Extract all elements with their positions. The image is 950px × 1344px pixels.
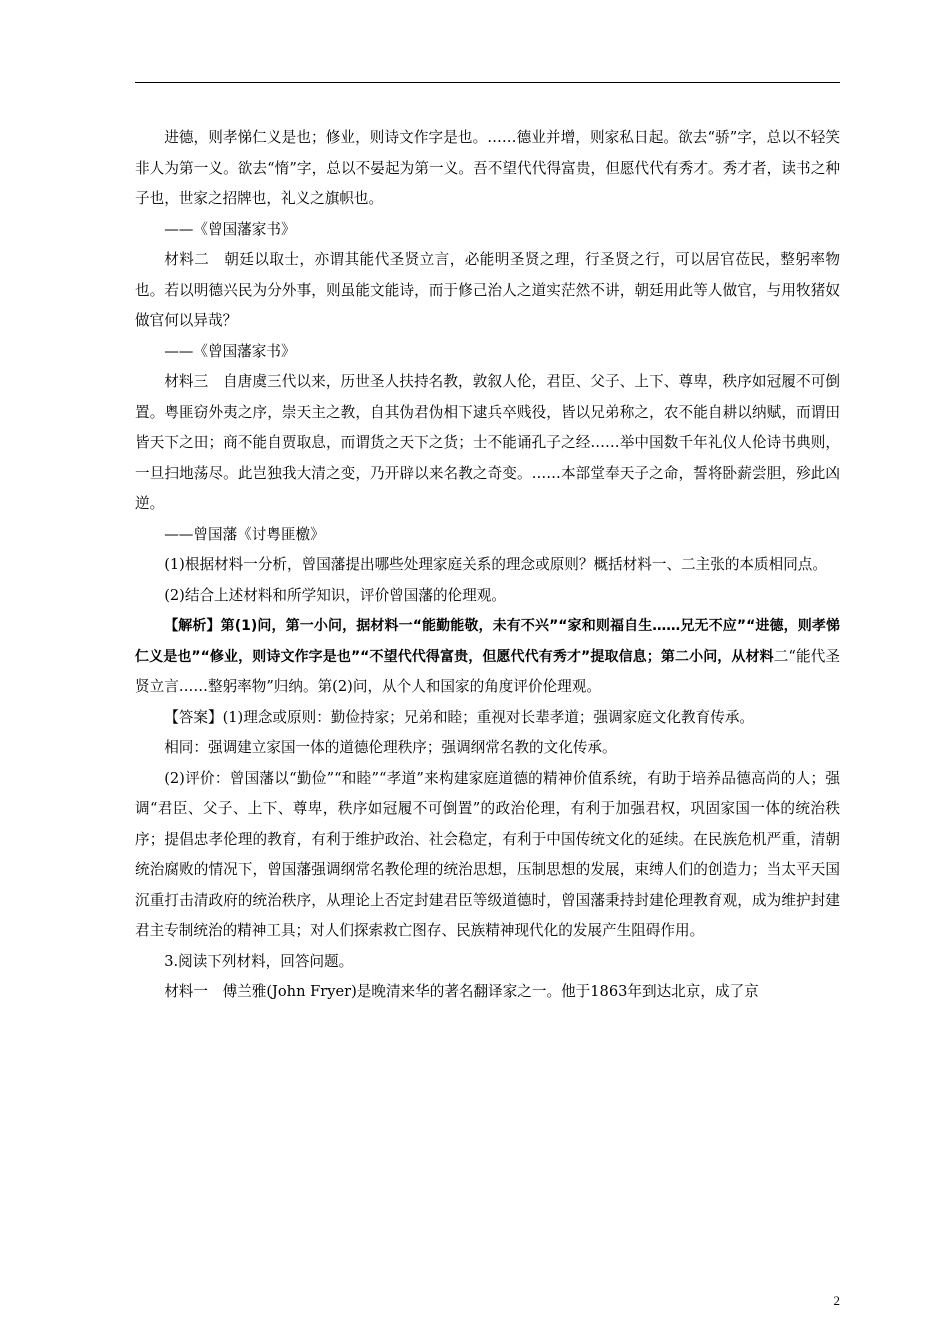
paragraph-material-two: 材料二 朝廷以取士，亦谓其能代圣贤立言，必能明圣贤之理，行圣贤之行，可以居官莅民，整躬率物也。若以明德兴民为分外事，则虽能文能诗，而于修己治人之道实茫然不讲，朝廷用此等人做官，与用牧猪奴做官何以异哉？ <box>135 251 840 329</box>
answer-common-point: 相同：强调建立家国一体的道德伦理秩序；强调纲常名教的文化传承。 <box>164 739 617 756</box>
question-three-heading: 3.阅读下列材料，回答问题。 <box>164 952 354 970</box>
source-citation: ——曾国藩《讨粤匪檄》 <box>164 525 325 543</box>
source-citation: ——《曾国藩家书》 <box>164 220 296 238</box>
paragraph-material-one-continued: 进德，则孝悌仁义是也；修业，则诗文作字是也。……德业并增，则家私日起。欲去“骄”字，总以不轻笑非人为第一义。欲去“惰”字，总以不晏起为第一义。吾不望代代得富贵，但愿代代有秀才。秀才者，读书之种子也，世家之招牌也，礼义之旗帜也。 <box>135 129 840 207</box>
page-number: 2 <box>833 1293 840 1308</box>
document-body <box>135 123 840 1008</box>
analysis-bold-text: 【解析】第(1)问，第一小问，据材料一“能勤能敬，未有不兴”“家和则福自生……兄无不应”“进德，则孝悌仁义是也”“修业，则诗文作字是也”“不望代代得富贵，但愿代代有秀才”提取信息；第二小问，从材料 <box>135 618 840 665</box>
answer-one: 【答案】(1)理念或原则：勤俭持家；兄弟和睦；重视对长辈孝道；强调家庭文化教育传承。 <box>164 708 755 726</box>
analysis-paragraph <box>135 611 840 703</box>
material-one-question-three: 材料一 傅兰雅(John Fryer)是晚清来华的著名翻译家之一。他于1863年到达北京，成了京 <box>164 983 759 1000</box>
source-citation: ——《曾国藩家书》 <box>164 342 296 360</box>
question-two: (2)结合上述材料和所学知识，评价曾国藩的伦理观。 <box>164 586 506 604</box>
question-one: (1)根据材料一分析，曾国藩提出哪些处理家庭关系的理念或原则？概括材料一、二主张的本质相同点。 <box>164 556 827 573</box>
paragraph-material-three: 材料三 自唐虞三代以来，历世圣人扶持名教，敦叙人伦，君臣、父子、上下、尊卑，秩序如冠履不可倒置。粤匪窃外夷之序，崇天主之教，自其伪君伪相下逮兵卒贱役，皆以兄弟称之，农不能自耕以纳赋，而谓田皆天下之田；商不能自贾取息，而谓货之天下之货；士不能诵孔子之经……举中国数千年礼仪人伦诗书典则，一旦扫地荡尽。此岂独我大清之变，乃开辟以来名教之奇变。……本部堂奉天子之命，誓将卧薪尝胆，殄此凶逆。 <box>135 373 840 512</box>
header-rule <box>135 82 840 83</box>
analysis-normal-text: 二“能代圣贤立言……整躬率物”归纳。第(2)问，从个人和国家的角度评价伦理观。 <box>135 647 840 695</box>
answer-two-evaluation: (2)评价：曾国藩以“勤俭”“和睦”“孝道”来构建家庭道德的精神价值系统，有助于培养品德高尚的人；强调“君臣、父子、上下、尊卑，秩序如冠履不可倒置”的政治伦理，有利于加强君权，巩固家国一体的统治秩序；提倡忠孝伦理的教育，有利于维护政治、社会稳定，有利于中国传统文化的延续。在民族危机严重，清朝统治腐败的情况下，曾国藩强调纲常名教伦理的统治思想，压制思想的发展，束缚人们的创造力；当太平天国沉重打击清政府的统治秩序，从理论上否定封建君臣等级道德时，曾国藩秉持封建伦理教育观，成为维护封建君主专制统治的精神工具；对人们探索救亡图存、民族精神现代化的发展产生阻碍作用。 <box>135 769 840 939</box>
